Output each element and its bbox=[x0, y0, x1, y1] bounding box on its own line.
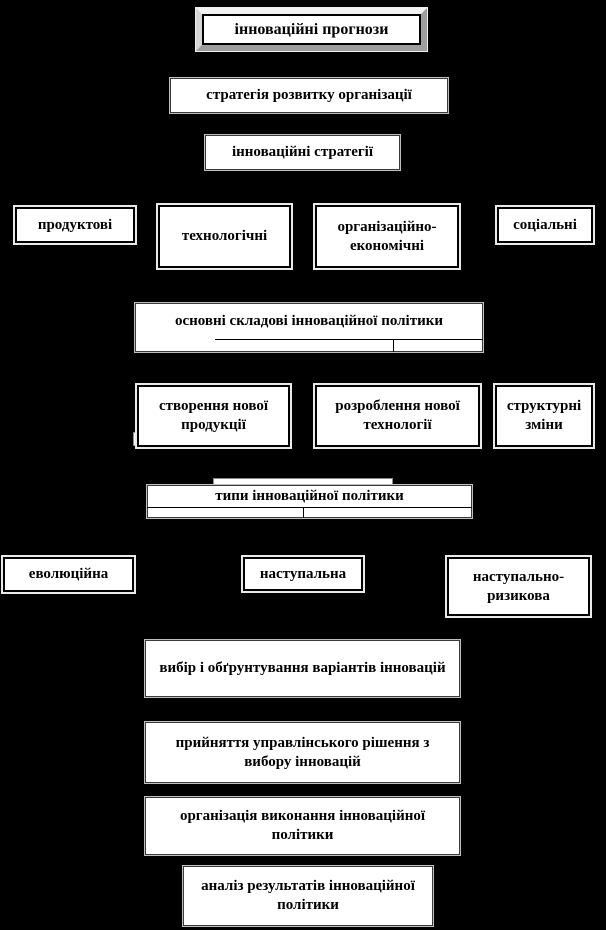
node-innovation-forecasts bbox=[196, 8, 427, 51]
node-innovation-forecasts-label: інноваційні прогнози bbox=[202, 14, 421, 45]
node-innovation-options-choice: вибір і обґрунтування варіантів інновацій bbox=[145, 640, 460, 697]
node-organizational-economic-strategies: організаційно-економічні bbox=[315, 205, 459, 268]
node-new-technology-development: розроблення нової технології bbox=[315, 385, 480, 447]
node-offensive-risky-policy: наступально-ризикова bbox=[447, 557, 590, 616]
node-offensive-policy: наступальна bbox=[243, 557, 363, 591]
node-social-strategies: соціальні bbox=[497, 207, 593, 243]
node-main-components: основні складові інноваційної політики bbox=[135, 303, 483, 352]
node-org-development-strategy: стратегія розвитку організації bbox=[170, 78, 448, 113]
node-technological-strategies: технологічні bbox=[158, 205, 291, 268]
components-divider-vline bbox=[393, 339, 394, 352]
node-product-strategies: продуктові bbox=[15, 207, 135, 243]
node-policy-types: типи інноваційної політики bbox=[147, 485, 472, 518]
node-innovation-strategies: інноваційні стратегії bbox=[205, 135, 400, 170]
components-divider-line bbox=[215, 339, 483, 340]
node-results-analysis: аналіз результатів інноваційної політики bbox=[183, 866, 433, 926]
node-evolutionary-policy: еволюційна bbox=[3, 557, 134, 592]
node-structural-changes: структурні зміни bbox=[495, 385, 593, 447]
node-new-product-creation: створення нової продукції bbox=[137, 385, 290, 447]
types-divider-line bbox=[147, 507, 472, 508]
node-policy-execution: організація виконання інноваційної політики bbox=[145, 797, 460, 855]
types-divider-vline bbox=[303, 507, 304, 518]
node-management-decision: прийняття управлінського рішення з вибору інновацій bbox=[145, 722, 460, 783]
